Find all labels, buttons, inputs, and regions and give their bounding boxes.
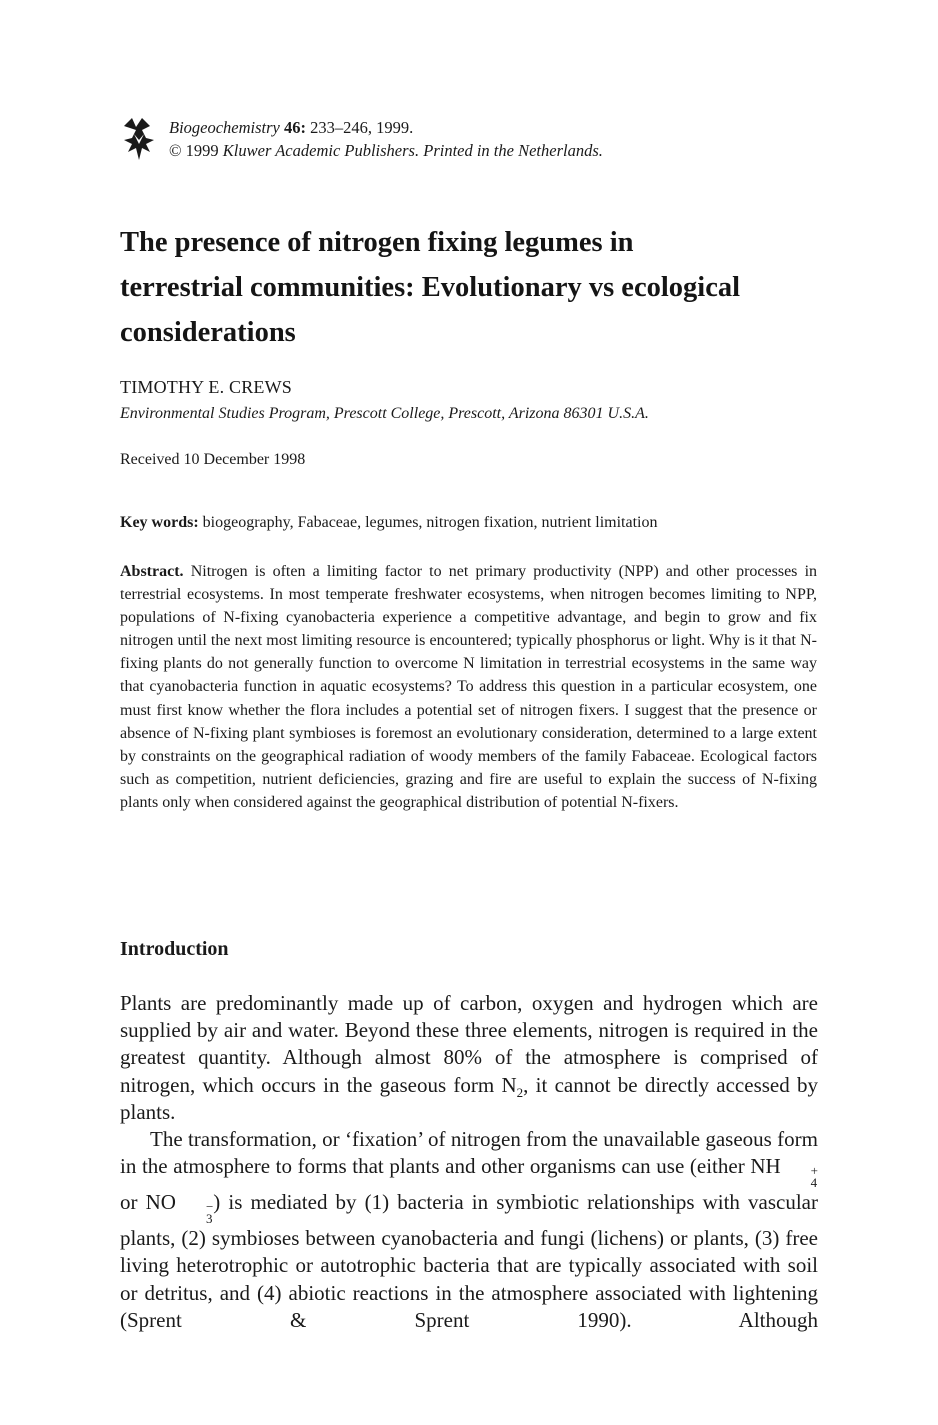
keywords [120, 514, 658, 532]
nh4-charge-index [781, 1162, 818, 1190]
intro-p2-text: The transformation, or ‘fixation’ of nitrogen from the unavailable gaseous form in the atmosphere to forms that plants and other organisms can use (either NH [120, 1127, 818, 1179]
publisher-name: Kluwer Academic Publishers. [222, 141, 420, 160]
abstract [120, 560, 817, 814]
author-name: TIMOTHY E. CREWS [120, 377, 293, 397]
keywords-label: Key words: [120, 514, 199, 531]
intro-p2-or: or NO [120, 1190, 176, 1215]
publisher-logo-icon [122, 118, 156, 160]
journal-pages-year: 233–246, 1999. [310, 118, 414, 137]
abstract-label: Abstract. [120, 563, 184, 580]
no3-charge-index [176, 1198, 214, 1226]
intro-paragraph-1 [120, 990, 818, 1126]
n2-subscript: 2 [516, 1084, 524, 1100]
journal-line-2 [169, 139, 603, 162]
received-date: Received 10 December 1998 [120, 451, 306, 468]
journal-volume: 46: [284, 118, 307, 137]
paper-title: The presence of nitrogen fixing legumes in terrestrial communities: Evolutionary vs ecological considerations [120, 227, 741, 348]
journal-name: Biogeochemistry [169, 118, 280, 137]
no3-subscript: 3 [205, 1210, 213, 1226]
intro-p2-text-end: ) is mediated by (1) bacteria in symbiotic relationships with vascular plants, (2) symbioses between cyanobacteria and fungi (lichens) or plants, (3) free living heterotrophic or autotrophic bacteria that are typically associated with soil or detritus, and (4) abiotic reactions in the atmosphere associated with lightening (Sprent & Sprent 1990). Although [120, 1190, 818, 1332]
intro-paragraph-2 [120, 1126, 818, 1334]
abstract-text: Nitrogen is often a limiting factor to net primary productivity (NPP) and other processes in terrestrial ecosystems. In most temperate freshwater ecosystems, when nitrogen becomes limiting to NPP, populations of N-fixing cyanobacteria experience a competitive advantage, and begin to grow and fix nitrogen until the next most limiting resource is encountered; typically phosphorus or light. Why is it that N-fixing plants do not generally function to overcome N limitation in terrestrial ecosystems in the same way that cyanobacteria function in aquatic ecosystems? To address this question in a particular ecosystem, one must first know whether the flora includes a potential set of nitrogen fixers. I suggest that the presence or absence of N-fixing plant symbioses is foremost an evolutionary consideration, determined to a large extent by constraints on the geographical radiation of woody members of the family Fabaceae. Ecological factors such as competition, nutrient deficiencies, grazing and fire are useful to explain the success of N-fixing plants only when considered against the geographical distribution of potential N-fixers. [120, 563, 818, 811]
nh4-superscript: + [810, 1162, 818, 1178]
keywords-text: biogeography, Fabaceae, legumes, nitrogen fixation, nutrient limitation [202, 514, 658, 531]
copyright-year: © 1999 [169, 141, 219, 160]
no3-superscript: − [205, 1198, 214, 1214]
journal-citation [169, 116, 603, 162]
author-affiliation: Environmental Studies Program, Prescott College, Prescott, Arizona 86301 U.S.A. [120, 405, 649, 422]
intro-p1-text-end: , it cannot be directly accessed by plants. [120, 1072, 818, 1124]
nh4-subscript: 4 [810, 1174, 818, 1190]
section-heading-introduction: Introduction [120, 938, 229, 960]
intro-p1-text: Plants are predominantly made up of carbon, oxygen and hydrogen which are supplied by air and water. Beyond these three elements, nitrogen is required in the greatest quantity. Although almost 80% of the atmosphere is comprised of nitrogen, which occurs in the gaseous form N [120, 991, 818, 1097]
introduction-body [120, 990, 818, 1334]
printed-location: Printed in the Netherlands. [423, 141, 603, 160]
journal-line-1 [169, 116, 603, 139]
